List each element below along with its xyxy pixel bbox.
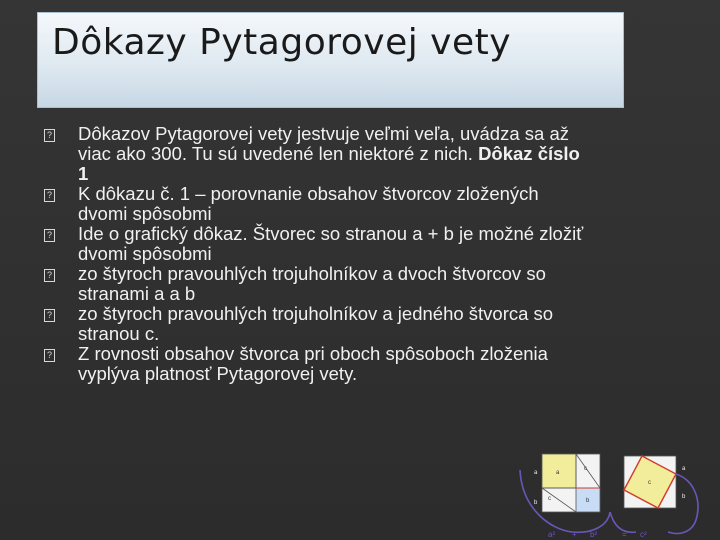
caption-plus: + <box>572 530 577 539</box>
bullet-text: zo štyroch pravouhlých trojuholníkov a jedného štvorca so stranou c. <box>78 303 554 344</box>
bullet-icon: ? <box>44 309 55 322</box>
bullet-icon: ? <box>44 349 55 362</box>
label-b: b <box>534 500 538 506</box>
bullet-text: Z rovnosti obsahov štvorca pri oboch spôsoboch zloženia vyplýva platnosť Pytagorovej vety. <box>78 343 548 384</box>
bullet-bold-text: Dôkaz číslo 1 <box>78 143 580 184</box>
bullet-icon: ? <box>44 129 55 142</box>
label-b: b <box>682 494 686 500</box>
slide-title: Dôkazy Pytagorovej vety <box>52 22 512 63</box>
caption-c-squared: c² <box>640 530 647 539</box>
bullet-item <box>44 304 584 344</box>
bullet-item <box>44 344 584 384</box>
bullet-list <box>44 124 584 384</box>
bullet-item <box>44 124 584 184</box>
bullet-item <box>44 264 584 304</box>
bullet-text: zo štyroch pravouhlých trojuholníkov a dvoch štvorcov so stranami a a b <box>78 263 546 304</box>
pythagorean-proof-figure <box>512 440 720 540</box>
bullet-icon: ? <box>44 229 55 242</box>
bullet-icon: ? <box>44 189 55 202</box>
bullet-item <box>44 224 584 264</box>
label-c: c <box>548 496 551 502</box>
label-c: c <box>648 480 651 486</box>
label-c: c <box>584 466 587 472</box>
label-b: b <box>586 498 590 504</box>
label-a: a <box>556 470 560 476</box>
caption-b-squared: b² <box>590 530 598 539</box>
bullet-text: Ide o grafický dôkaz. Štvorec so stranou a + b je možné zložiť dvomi spôsobmi <box>78 223 584 264</box>
label-a: a <box>682 466 686 472</box>
caption-a-squared: a² <box>548 530 556 539</box>
caption-equals: = <box>622 530 627 539</box>
bullet-text: Dôkazov Pytagorovej vety jestvuje veľmi veľa, uvádza sa až viac ako 300. Tu sú uvedené len niektoré z nich. <box>78 123 569 164</box>
bullet-icon: ? <box>44 269 55 282</box>
left-composite-square <box>542 454 600 512</box>
bullet-text: K dôkazu č. 1 – porovnanie obsahov štvorcov zložených dvomi spôsobmi <box>78 183 539 224</box>
label-a: a <box>534 470 538 476</box>
bullet-item <box>44 184 584 224</box>
